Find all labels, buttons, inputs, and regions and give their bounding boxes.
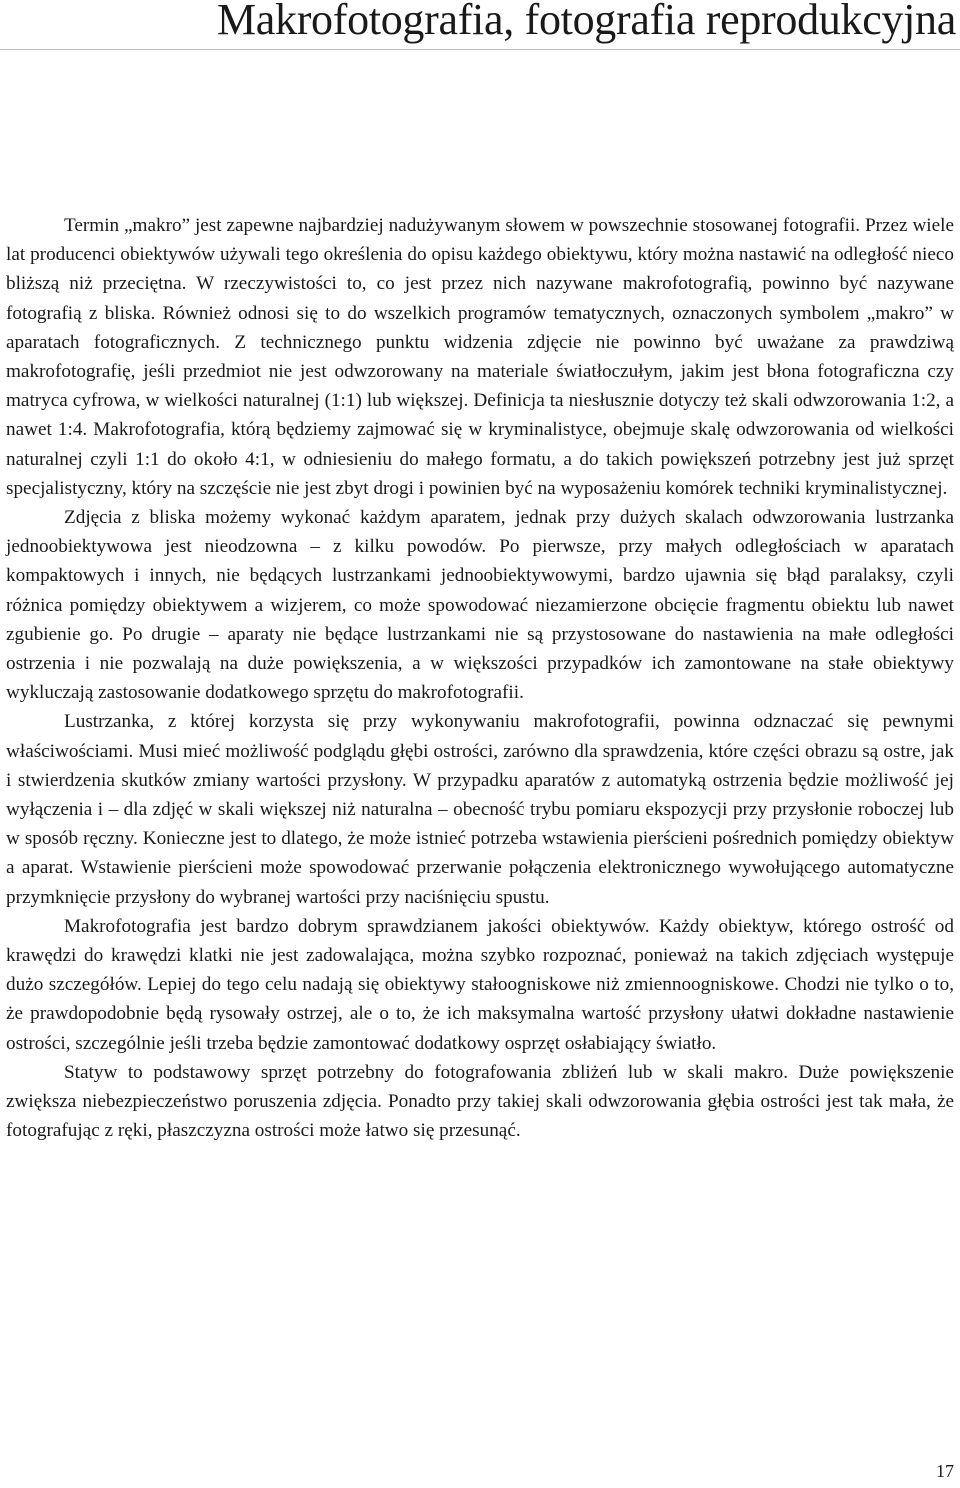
header-rule <box>0 49 960 50</box>
paragraph-slr-reasons: Zdjęcia z bliska możemy wykonać każdym aparatem, jednak przy dużych skalach odwzorowania lustrzanka jednoobiektywowa jest nieodzowna – z kilku powodów. Po pierwsze, przy małych odległościach w aparatach kompaktowych i innych, nie będących lustrzankami jednoobiektywowymi, bardzo ujawnia się błąd paralaksy, czyli różnica pomiędzy obiektywem a wizjerem, co może spowodować niezamierzone obcięcie fragmentu obiektu lub nawet zgubienie go. Po drugie – aparaty nie będące lustrzankami nie są przystosowane do nastawienia na małe odległości ostrzenia i nie pozwalają na duże powiększenia, a w większości przypadków ich zamontowane na stałe obiektywy wykluczają zastosowanie dodatkowego sprzętu do makrofotografii. <box>6 507 954 704</box>
chapter-title: Makrofotografia, fotografia reprodukcyjna <box>216 0 956 44</box>
paragraph-lens-quality: Makrofotografia jest bardzo dobrym sprawdzianem jakości obiektywów. Każdy obiektyw, którego ostrość od krawędzi do krawędzi klatki nie jest zadowalająca, można szybko rozpoznać, ponieważ na takich zdjęciach występuje dużo szczegółów. Lepiej do tego celu nadają się obiektywy stałoogniskowe niż zmiennoogniskowe. Chodzi nie tylko o to, że prawdopodobnie będą rysowały ostrzej, ale o to, że ich maksymalna wartość przysłony ułatwi dokładne nastawienie ostrości, szczególnie jeśli trzeba będzie zamontować dodatkowy osprzęt osłabiający światło. <box>6 915 954 1054</box>
paragraph-macro-definition: Termin „makro” jest zapewne najbardziej nadużywanym słowem w powszechnie stosowanej fotografii. Przez wiele lat producenci obiektywów używali tego określenia do opisu każdego obiektywu, który można nastawić na odległość nieco bliższą niż przeciętna. W rzeczywistości to, co jest przez nich nazywane makrofotografią, powinno być nazywane fotografią z bliska. Również odnosi się to do wszelkich programów tematycznych, oznaczonych symbolem „makro” w aparatach fotograficznych. Z technicznego punktu widzenia zdjęcie nie powinno być uważane za prawdziwą makrofotografię, jeśli przedmiot nie jest odwzorowany na materiale światłoczułym, jakim jest błona fotograficzna czy matryca cyfrowa, w wielkości naturalnej (1:1) lub większej. Definicja ta niesłusznie dotyczy też skali odwzorowania 1:2, a nawet 1:4. Makrofotografia, którą będziemy zajmować się w kryminalistyce, obejmuje skalę odwzorowania od wielkości naturalnej czyli 1:1 do około 4:1, w odniesieniu do małego formatu, a do takich powiększeń potrzebny jest już sprzęt specjalistyczny, który na szczęście nie jest zbyt drogi i powinien być na wyposażeniu komórek techniki kryminalistycznej. <box>6 215 954 499</box>
page-header <box>0 0 960 52</box>
body-text <box>6 211 954 1146</box>
paragraph-slr-features: Lustrzanka, z której korzysta się przy wykonywaniu makrofotografii, powinna odznaczać się pewnymi właściwościami. Musi mieć możliwość podglądu głębi ostrości, zarówno dla sprawdzenia, które części obrazu są ostre, jak i stwierdzenia skutków zmiany wartości przysłony. W przypadku aparatów z automatyką ostrzenia będzie możliwość jej wyłączenia i – dla zdjęć w skali większej niż naturalna – obecność trybu pomiaru ekspozycji przy przysłonie roboczej lub w sposób ręczny. Konieczne jest to dlatego, że może istnieć potrzeba wstawienia pierścieni pośrednich pomiędzy obiektyw a aparat. Wstawienie pierścieni może spowodować przerwanie połączenia elektronicznego wywołującego automatyczne przymknięcie przysłony do wybranej wartości przy naciśnięciu spustu. <box>6 711 954 908</box>
page-number: 17 <box>936 1461 954 1481</box>
paragraph-tripod: Statyw to podstawowy sprzęt potrzebny do fotografowania zbliżeń lub w skali makro. Duże powiększenie zwiększa niebezpieczeństwo poruszenia zdjęcia. Ponadto przy takiej skali odwzorowania głębia ostrości jest tak mała, że fotografując z ręki, płaszczyzna ostrości może łatwo się przesunąć. <box>6 1061 954 1142</box>
